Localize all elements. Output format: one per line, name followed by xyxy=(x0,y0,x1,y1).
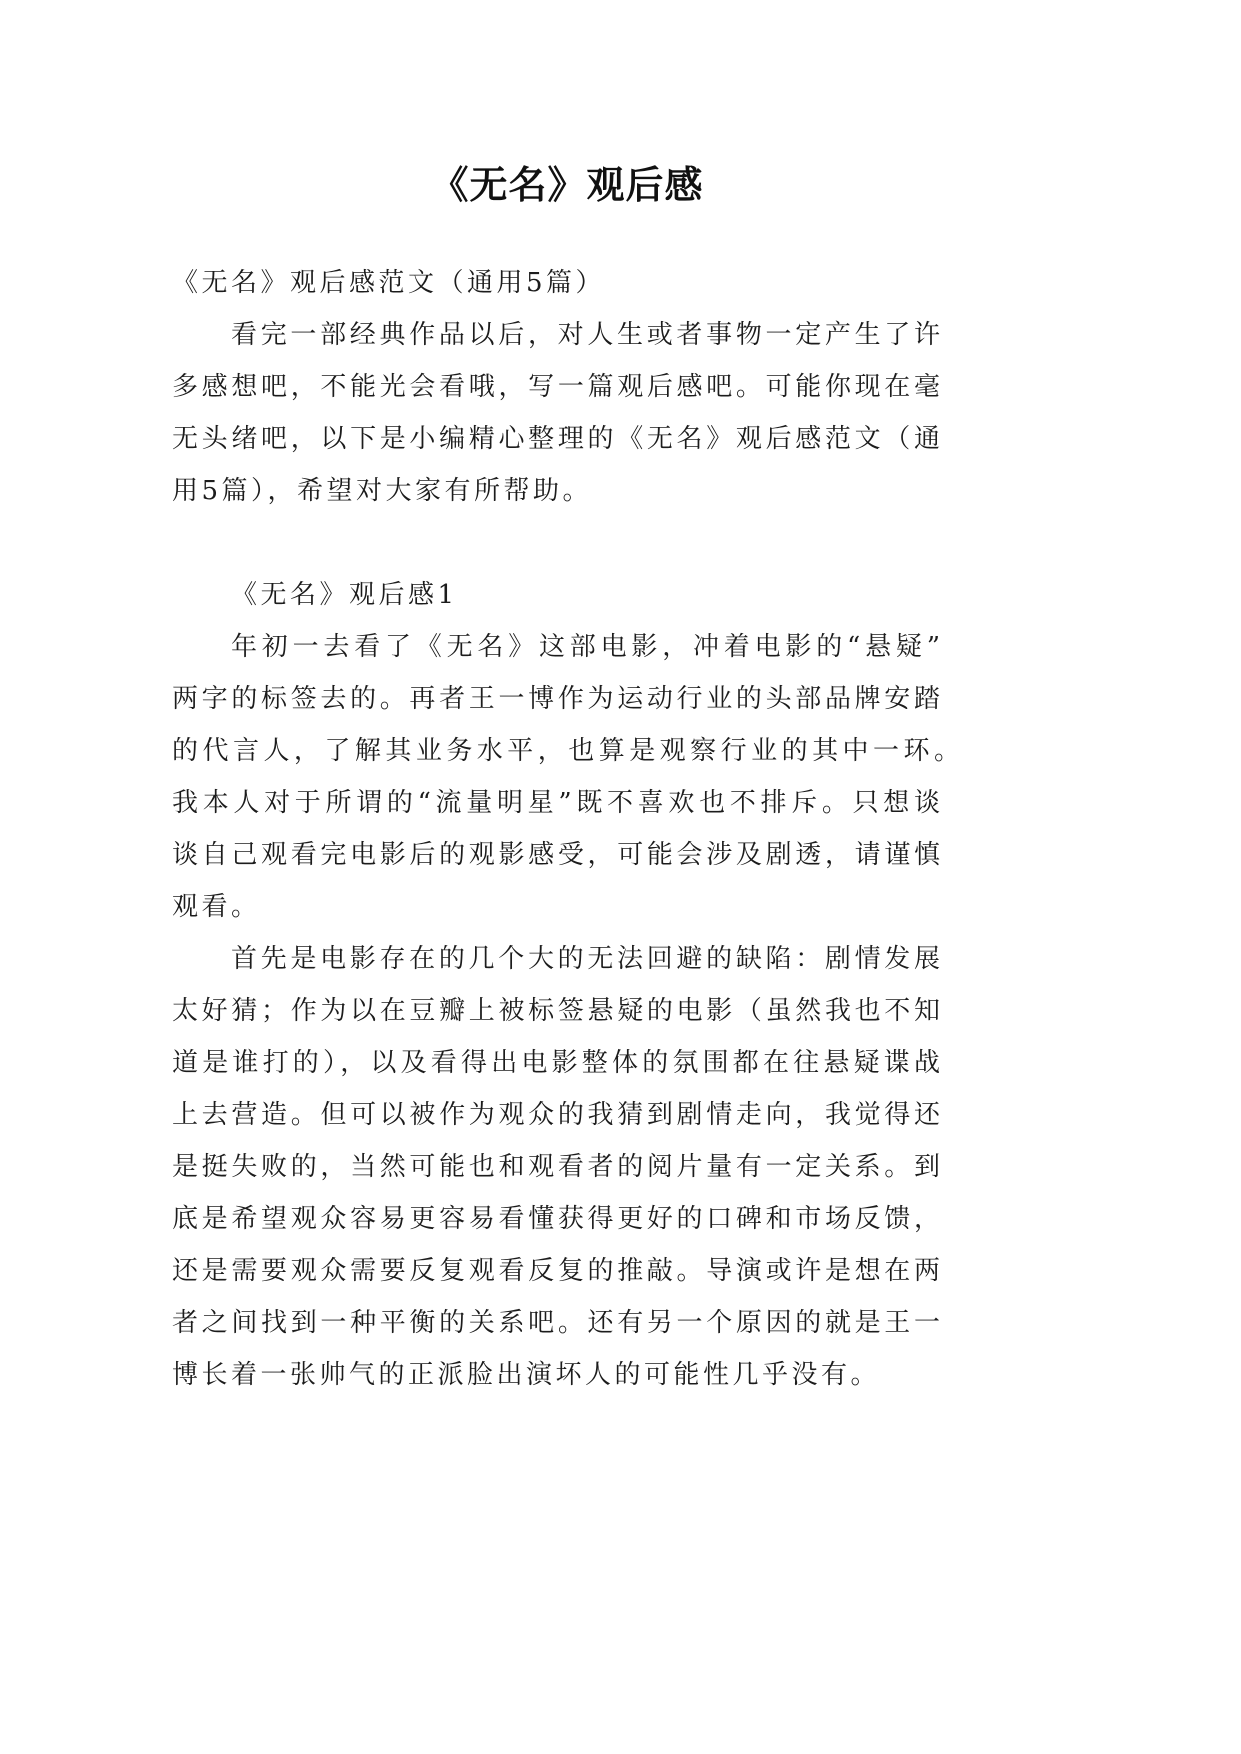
paragraph-line: 的代言人，了解其业务水平，也算是观察行业的其中一环。 xyxy=(172,736,960,766)
paragraph-line: 道是谁打的），以及看得出电影整体的氛围都在往悬疑谍战 xyxy=(172,1048,940,1078)
section xyxy=(172,569,962,1401)
body-paragraph xyxy=(172,621,962,933)
paragraph-line: 上去营造。但可以被作为观众的我猜到剧情走向，我觉得还 xyxy=(172,1100,940,1130)
paragraph-line: 首先是电影存在的几个大的无法回避的缺陷：剧情发展 xyxy=(231,944,940,974)
paragraph-line: 看完一部经典作品以后，对人生或者事物一定产生了许 xyxy=(231,320,940,350)
document-subtitle: 《无名》观后感范文（通用5篇） xyxy=(172,268,606,298)
blank-line xyxy=(172,517,962,569)
paragraph-line: 无头绪吧，以下是小编精心整理的《无名》观后感范文（通 xyxy=(172,424,940,454)
paragraph-line: 观看。 xyxy=(172,892,261,922)
paragraph-line: 多感想吧，不能光会看哦，写一篇观后感吧。可能你现在毫 xyxy=(172,372,940,402)
intro-paragraph xyxy=(172,309,962,517)
paragraph-line: 还是需要观众需要反复观看反复的推敲。导演或许是想在两 xyxy=(172,1256,940,1286)
paragraph-line: 底是希望观众容易更容易看懂获得更好的口碑和市场反馈， xyxy=(172,1204,940,1234)
paragraph-line: 两字的标签去的。再者王一博作为运动行业的头部品牌安踏 xyxy=(172,684,940,714)
paragraph-line: 用5篇），希望对大家有所帮助。 xyxy=(172,476,593,506)
paragraph-line: 太好猜；作为以在豆瓣上被标签悬疑的电影（虽然我也不知 xyxy=(172,996,940,1026)
body-paragraph xyxy=(172,933,962,1401)
document-body xyxy=(172,257,962,1401)
section-heading: 《无名》观后感1 xyxy=(231,580,458,610)
page-title: 《无名》观后感 xyxy=(430,163,704,207)
paragraph-line: 者之间找到一种平衡的关系吧。还有另一个原因的就是王一 xyxy=(172,1308,940,1338)
paragraph-line: 年初一去看了《无名》这部电影，冲着电影的“悬疑” xyxy=(231,632,940,662)
paragraph-line: 博长着一张帅气的正派脸出演坏人的可能性几乎没有。 xyxy=(172,1360,881,1390)
paragraph-line: 是挺失败的，当然可能也和观看者的阅片量有一定关系。到 xyxy=(172,1152,940,1182)
paragraph-line: 谈自己观看完电影后的观影感受，可能会涉及剧透，请谨慎 xyxy=(172,840,940,870)
paragraph-line: 我本人对于所谓的“流量明星”既不喜欢也不排斥。只想谈 xyxy=(172,788,940,818)
